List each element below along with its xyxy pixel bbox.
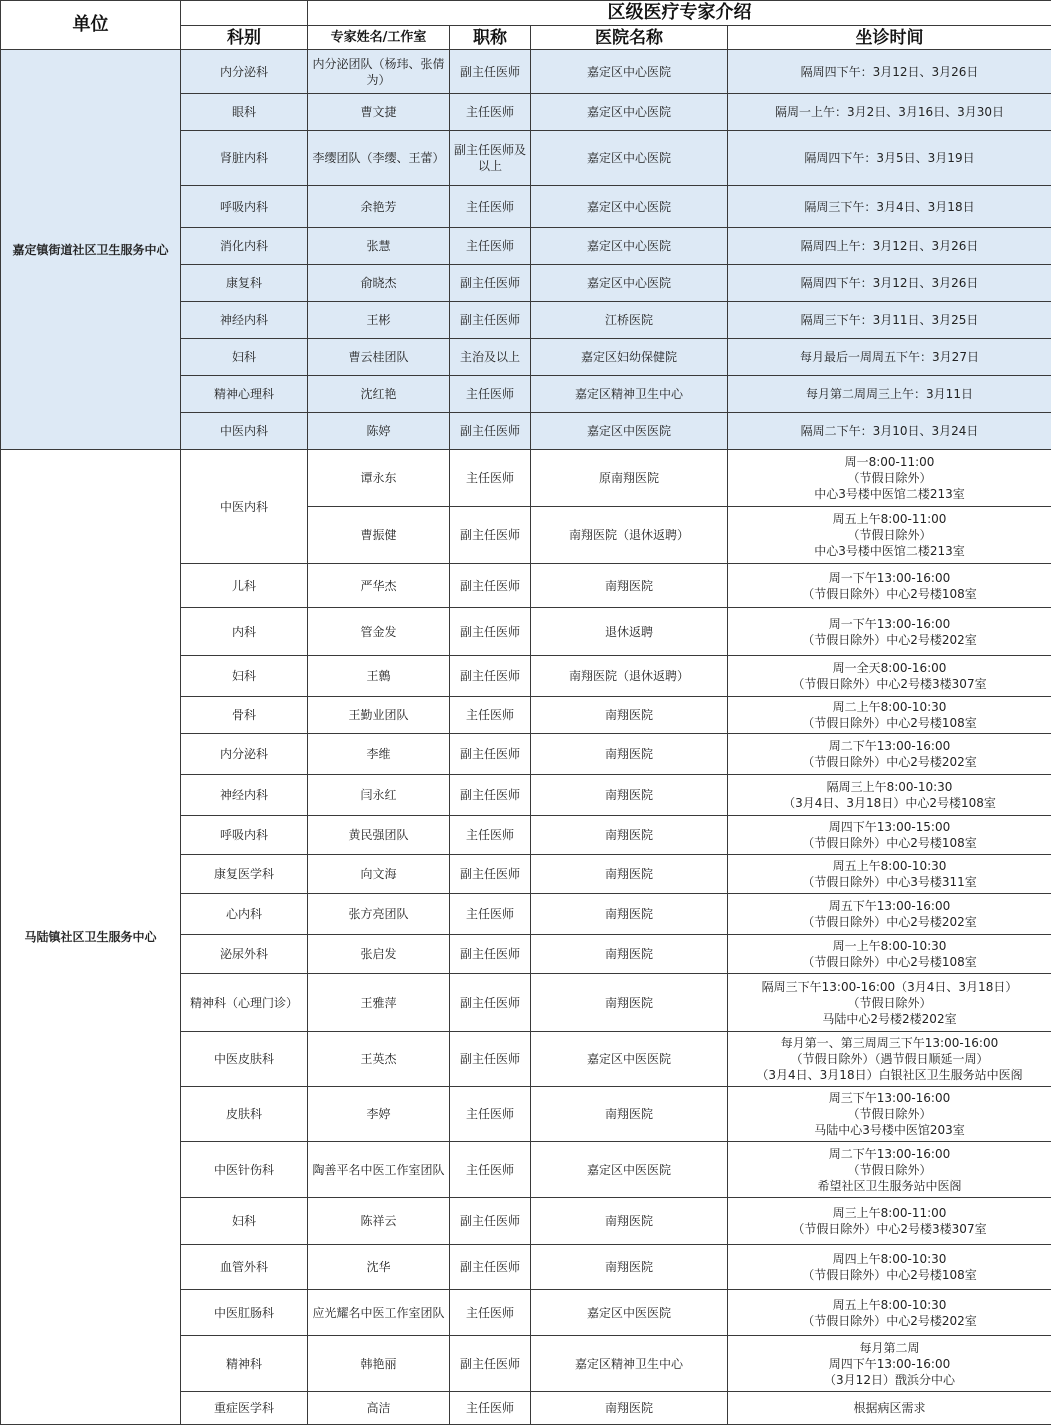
title-cell: 副主任医师 xyxy=(450,855,531,894)
hospital-cell: 嘉定区妇幼保健院 xyxy=(531,339,728,376)
expert-cell: 高洁 xyxy=(308,1392,450,1425)
expert-cell: 李维 xyxy=(308,734,450,775)
hospital-cell: 嘉定区精神卫生中心 xyxy=(531,1336,728,1392)
time-cell: 周一下午13:00-16:00 （节假日除外）中心2号楼108室 xyxy=(728,564,1051,608)
dept-cell: 中医内科 xyxy=(181,413,308,450)
dept-cell: 中医肛肠科 xyxy=(181,1290,308,1336)
expert-cell: 陶善平名中医工作室团队 xyxy=(308,1142,450,1198)
title-cell: 主任医师 xyxy=(450,1392,531,1425)
expert-cell: 李婷 xyxy=(308,1087,450,1142)
title-cell: 副主任医师 xyxy=(450,1032,531,1087)
time-cell: 周一下午13:00-16:00 （节假日除外）中心2号楼202室 xyxy=(728,608,1051,656)
dept-cell: 中医针伤科 xyxy=(181,1142,308,1198)
dept-cell: 妇科 xyxy=(181,1198,308,1245)
dept-cell: 眼科 xyxy=(181,94,308,131)
hospital-cell: 南翔医院 xyxy=(531,816,728,855)
title-cell: 副主任医师 xyxy=(450,775,531,816)
time-cell: 隔周四下午：3月12日、3月26日 xyxy=(728,265,1051,302)
expert-cell: 王雅萍 xyxy=(308,974,450,1032)
time-cell: 隔周三下午：3月11日、3月25日 xyxy=(728,302,1051,339)
unit-cell: 马陆镇社区卫生服务中心 xyxy=(1,450,181,1425)
expert-cell: 张慧 xyxy=(308,228,450,265)
time-cell: 隔周三上午8:00-10:30 （3月4日、3月18日）中心2号楼108室 xyxy=(728,775,1051,816)
dept-cell: 心内科 xyxy=(181,894,308,935)
hospital-cell: 南翔医院 xyxy=(531,697,728,734)
title-cell: 副主任医师 xyxy=(450,507,531,564)
title-cell: 副主任医师 xyxy=(450,734,531,775)
col-header-title: 职称 xyxy=(450,26,531,50)
time-cell: 每月第二周 周四下午13:00-16:00 （3月12日）戬浜分中心 xyxy=(728,1336,1051,1392)
title-cell: 副主任医师 xyxy=(450,1336,531,1392)
title-cell: 主任医师 xyxy=(450,450,531,507)
dept-cell: 重症医学科 xyxy=(181,1392,308,1425)
title-cell: 主任医师 xyxy=(450,228,531,265)
hospital-cell: 南翔医院 xyxy=(531,564,728,608)
time-cell: 周二上午8:00-10:30 （节假日除外）中心2号楼108室 xyxy=(728,697,1051,734)
hospital-cell: 嘉定区中医医院 xyxy=(531,1142,728,1198)
expert-cell: 管金发 xyxy=(308,608,450,656)
table-row xyxy=(1,450,1051,507)
title-cell: 副主任医师 xyxy=(450,935,531,974)
dept-cell: 神经内科 xyxy=(181,775,308,816)
title-cell: 副主任医师 xyxy=(450,50,531,94)
expert-cell: 李缨团队（李缨、王蕾） xyxy=(308,131,450,186)
time-cell: 隔周四下午：3月12日、3月26日 xyxy=(728,50,1051,94)
time-cell: 根据病区需求 xyxy=(728,1392,1051,1425)
col-header-time: 坐诊时间 xyxy=(728,26,1051,50)
time-cell: 周二下午13:00-16:00 （节假日除外） 希望社区卫生服务站中医阁 xyxy=(728,1142,1051,1198)
hospital-cell: 退休返聘 xyxy=(531,608,728,656)
hospital-cell: 原南翔医院 xyxy=(531,450,728,507)
time-cell: 周一全天8:00-16:00 （节假日除外）中心2号楼3楼307室 xyxy=(728,656,1051,697)
time-cell: 周二下午13:00-16:00 （节假日除外）中心2号楼202室 xyxy=(728,734,1051,775)
title-cell: 主任医师 xyxy=(450,1290,531,1336)
title-cell: 副主任医师 xyxy=(450,974,531,1032)
expert-cell: 曹云桂团队 xyxy=(308,339,450,376)
col-header-hospital: 医院名称 xyxy=(531,26,728,50)
time-cell: 周一8:00-11:00 （节假日除外） 中心3号楼中医馆二楼213室 xyxy=(728,450,1051,507)
hospital-cell: 嘉定区中心医院 xyxy=(531,186,728,228)
dept-cell: 泌尿外科 xyxy=(181,935,308,974)
time-cell: 周五上午8:00-10:30 （节假日除外）中心3号楼311室 xyxy=(728,855,1051,894)
hospital-cell: 嘉定区中心医院 xyxy=(531,94,728,131)
expert-cell: 曹文捷 xyxy=(308,94,450,131)
title-cell: 主任医师 xyxy=(450,816,531,855)
hospital-cell: 南翔医院 xyxy=(531,974,728,1032)
dept-cell: 中医内科 xyxy=(181,450,308,564)
unit-cell: 嘉定镇街道社区卫生服务中心 xyxy=(1,50,181,450)
time-cell: 隔周一上午：3月2日、3月16日、3月30日 xyxy=(728,94,1051,131)
expert-cell: 王彬 xyxy=(308,302,450,339)
title-cell: 主任医师 xyxy=(450,186,531,228)
time-cell: 隔周四上午：3月12日、3月26日 xyxy=(728,228,1051,265)
expert-cell: 王鷯 xyxy=(308,656,450,697)
expert-cell: 应光耀名中医工作室团队 xyxy=(308,1290,450,1336)
title-cell: 副主任医师 xyxy=(450,302,531,339)
time-cell: 周一上午8:00-10:30 （节假日除外）中心2号楼108室 xyxy=(728,935,1051,974)
title-cell: 副主任医师 xyxy=(450,656,531,697)
col-header-dept: 科别 xyxy=(181,26,308,50)
col-header-expert: 专家姓名/工作室 xyxy=(308,26,450,50)
expert-cell: 韩艳丽 xyxy=(308,1336,450,1392)
table-title: 区级医疗专家介绍 xyxy=(308,1,1051,26)
dept-cell: 呼吸内科 xyxy=(181,816,308,855)
time-cell: 周三下午13:00-16:00 （节假日除外） 马陆中心3号楼中医馆203室 xyxy=(728,1087,1051,1142)
dept-cell: 内科 xyxy=(181,608,308,656)
dept-cell: 肾脏内科 xyxy=(181,131,308,186)
expert-cell: 陈祥云 xyxy=(308,1198,450,1245)
hospital-cell: 南翔医院（退休返聘） xyxy=(531,656,728,697)
expert-cell: 陈婷 xyxy=(308,413,450,450)
hospital-cell: 嘉定区中心医院 xyxy=(531,265,728,302)
dept-cell: 呼吸内科 xyxy=(181,186,308,228)
title-cell: 副主任医师 xyxy=(450,608,531,656)
time-cell: 周五上午8:00-11:00 （节假日除外） 中心3号楼中医馆二楼213室 xyxy=(728,507,1051,564)
title-cell: 主治及以上 xyxy=(450,339,531,376)
time-cell: 周五下午13:00-16:00 （节假日除外）中心2号楼202室 xyxy=(728,894,1051,935)
time-cell: 隔周四下午：3月5日、3月19日 xyxy=(728,131,1051,186)
dept-cell: 康复科 xyxy=(181,265,308,302)
title-cell: 副主任医师 xyxy=(450,413,531,450)
expert-cell: 向文海 xyxy=(308,855,450,894)
dept-cell: 皮肤科 xyxy=(181,1087,308,1142)
time-cell: 每月第一、第三周周三下午13:00-16:00 （节假日除外）（遇节假日顺延一周） （3月4日、3月18日）白银社区卫生服务站中医阁 xyxy=(728,1032,1051,1087)
dept-cell: 内分泌科 xyxy=(181,734,308,775)
hospital-cell: 嘉定区中心医院 xyxy=(531,50,728,94)
time-cell: 每月最后一周周五下午：3月27日 xyxy=(728,339,1051,376)
dept-cell: 内分泌科 xyxy=(181,50,308,94)
time-cell: 隔周二下午：3月10日、3月24日 xyxy=(728,413,1051,450)
hospital-cell: 南翔医院 xyxy=(531,734,728,775)
hospital-cell: 南翔医院 xyxy=(531,1198,728,1245)
expert-cell: 严华杰 xyxy=(308,564,450,608)
dept-cell: 消化内科 xyxy=(181,228,308,265)
expert-cell: 沈红艳 xyxy=(308,376,450,413)
expert-cell: 王勤业团队 xyxy=(308,697,450,734)
title-cell: 主任医师 xyxy=(450,94,531,131)
unit-header: 单位 xyxy=(1,1,181,50)
title-cell: 主任医师 xyxy=(450,697,531,734)
title-cell: 副主任医师 xyxy=(450,1198,531,1245)
hospital-cell: 南翔医院 xyxy=(531,935,728,974)
expert-cell: 余艳芳 xyxy=(308,186,450,228)
expert-cell: 沈华 xyxy=(308,1245,450,1290)
dept-cell: 精神心理科 xyxy=(181,376,308,413)
dept-cell: 儿科 xyxy=(181,564,308,608)
dept-cell: 血管外科 xyxy=(181,1245,308,1290)
expert-cell: 王英杰 xyxy=(308,1032,450,1087)
expert-cell: 闫永红 xyxy=(308,775,450,816)
time-cell: 隔周三下午13:00-16:00（3月4日、3月18日） （节假日除外） 马陆中心2号楼2楼202室 xyxy=(728,974,1051,1032)
title-cell: 副主任医师 xyxy=(450,265,531,302)
dept-cell: 骨科 xyxy=(181,697,308,734)
hospital-cell: 嘉定区中医医院 xyxy=(531,1032,728,1087)
dept-cell: 神经内科 xyxy=(181,302,308,339)
hospital-cell: 嘉定区中医医院 xyxy=(531,1290,728,1336)
dept-cell: 妇科 xyxy=(181,339,308,376)
time-cell: 每月第二周周三上午：3月11日 xyxy=(728,376,1051,413)
expert-cell: 谭永东 xyxy=(308,450,450,507)
hospital-cell: 南翔医院 xyxy=(531,894,728,935)
time-cell: 隔周三下午：3月4日、3月18日 xyxy=(728,186,1051,228)
hospital-cell: 嘉定区中心医院 xyxy=(531,131,728,186)
hospital-cell: 南翔医院 xyxy=(531,1087,728,1142)
hospital-cell: 南翔医院 xyxy=(531,1392,728,1425)
dept-cell: 中医皮肤科 xyxy=(181,1032,308,1087)
time-cell: 周四下午13:00-15:00 （节假日除外）中心2号楼108室 xyxy=(728,816,1051,855)
title-cell: 主任医师 xyxy=(450,376,531,413)
expert-cell: 黄民强团队 xyxy=(308,816,450,855)
title-cell: 主任医师 xyxy=(450,894,531,935)
title-cell: 副主任医师及以上 xyxy=(450,131,531,186)
dept-cell: 康复医学科 xyxy=(181,855,308,894)
title-cell: 副主任医师 xyxy=(450,564,531,608)
time-cell: 周四上午8:00-10:30 （节假日除外）中心2号楼108室 xyxy=(728,1245,1051,1290)
dept-cell: 妇科 xyxy=(181,656,308,697)
hospital-cell: 南翔医院 xyxy=(531,855,728,894)
hospital-cell: 南翔医院 xyxy=(531,1245,728,1290)
time-cell: 周五上午8:00-10:30 （节假日除外）中心2号楼202室 xyxy=(728,1290,1051,1336)
hospital-cell: 江桥医院 xyxy=(531,302,728,339)
table-row xyxy=(1,50,1051,94)
title-cell: 副主任医师 xyxy=(450,1245,531,1290)
expert-cell: 内分泌团队（杨玮、张倩为） xyxy=(308,50,450,94)
title-cell: 主任医师 xyxy=(450,1142,531,1198)
time-cell: 周三上午8:00-11:00 （节假日除外）中心2号楼3楼307室 xyxy=(728,1198,1051,1245)
expert-cell: 张启发 xyxy=(308,935,450,974)
hospital-cell: 嘉定区中心医院 xyxy=(531,228,728,265)
expert-cell: 俞晓杰 xyxy=(308,265,450,302)
dept-cell: 精神科 xyxy=(181,1336,308,1392)
hospital-cell: 南翔医院 xyxy=(531,775,728,816)
expert-cell: 张方亮团队 xyxy=(308,894,450,935)
title-cell: 主任医师 xyxy=(450,1087,531,1142)
dept-cell: 精神科（心理门诊） xyxy=(181,974,308,1032)
hospital-cell: 嘉定区精神卫生中心 xyxy=(531,376,728,413)
hospital-cell: 南翔医院（退休返聘） xyxy=(531,507,728,564)
expert-cell: 曹振健 xyxy=(308,507,450,564)
hospital-cell: 嘉定区中医医院 xyxy=(531,413,728,450)
